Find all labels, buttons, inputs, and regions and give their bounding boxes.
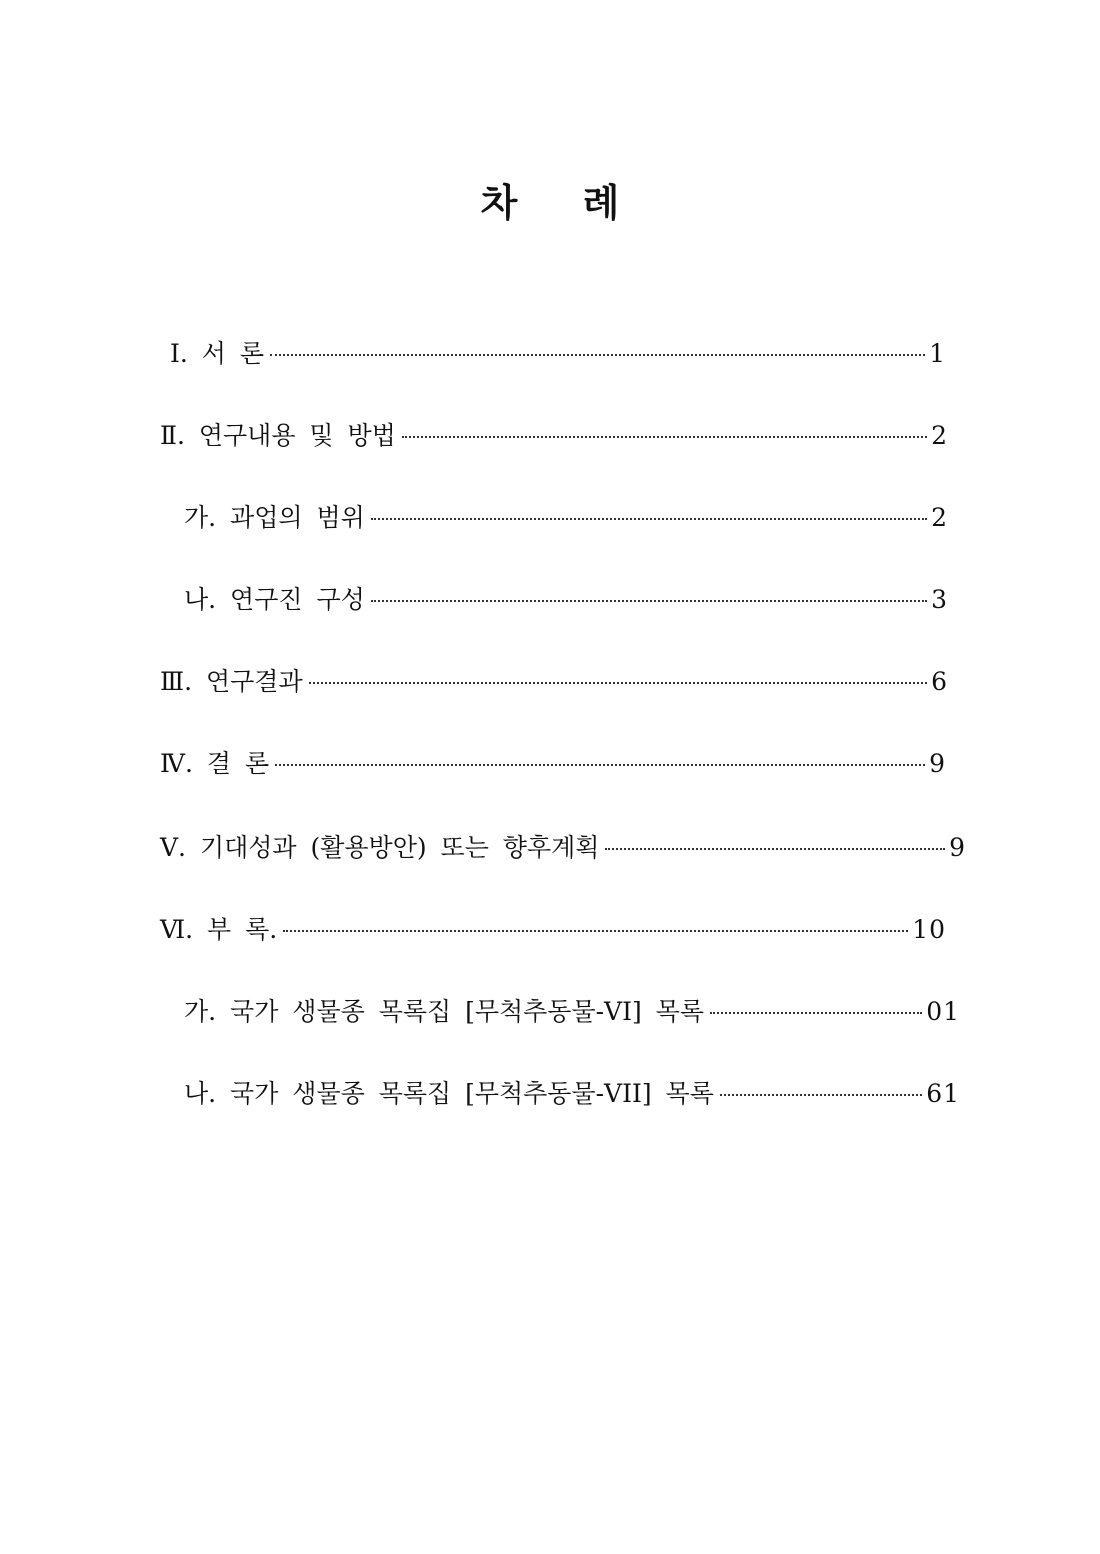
toc-entry-label: Ⅳ. 결 론 — [160, 749, 270, 778]
toc-entry-label: Ⅱ. 연구내용 및 방법 — [160, 421, 396, 450]
dot-leader — [402, 436, 927, 438]
toc-entry-page: 2 — [931, 421, 948, 450]
toc-entry-label: Ⅵ. 부 록. — [160, 915, 278, 944]
dot-leader — [275, 764, 925, 766]
toc-entry — [160, 828, 966, 864]
toc-entry-label: Ⅰ. 서 론 — [170, 339, 265, 368]
dot-leader — [270, 354, 925, 356]
toc-entry-label: Ⅴ. 기대성과 (활용방안) 또는 향후계획 — [160, 833, 600, 862]
dot-leader — [283, 930, 908, 932]
toc-entry — [184, 580, 948, 616]
dot-leader — [371, 518, 927, 520]
toc-entry-label: 나. 국가 생물종 목록집 [무척추동물-VII] 목록 — [184, 1079, 714, 1108]
toc-entry-page: 2 — [931, 503, 948, 532]
toc-entry-label: Ⅲ. 연구결과 — [160, 667, 303, 696]
toc-entry-page: 01 — [926, 997, 960, 1026]
dot-leader — [309, 682, 927, 684]
toc-entry — [160, 416, 948, 452]
dot-leader — [720, 1094, 922, 1096]
toc-entry-label: 나. 연구진 구성 — [184, 585, 365, 614]
toc-entry-page: 3 — [931, 585, 948, 614]
toc-entry-label: 가. 국가 생물종 목록집 [무척추동물-VI] 목록 — [184, 997, 704, 1026]
page-title: 차 례 — [480, 181, 646, 225]
toc-entry-page: 61 — [926, 1079, 960, 1108]
toc-entry — [160, 662, 948, 698]
toc-entry-page: 10 — [912, 915, 946, 944]
dot-leader — [371, 600, 927, 602]
toc-entry-label: 가. 과업의 범위 — [184, 503, 365, 532]
toc-entry-page: 6 — [931, 667, 948, 696]
dot-leader — [605, 848, 945, 850]
dot-leader — [710, 1012, 922, 1014]
toc-entry-page: 1 — [929, 339, 946, 368]
toc-entry-page: 9 — [949, 833, 966, 862]
toc-entry — [160, 744, 946, 780]
toc-entry — [184, 992, 960, 1028]
toc-entry — [184, 1074, 960, 1110]
toc-entry — [184, 498, 948, 534]
toc-entry — [160, 910, 946, 946]
toc-entry-page: 9 — [929, 749, 946, 778]
toc-entry — [170, 334, 946, 370]
